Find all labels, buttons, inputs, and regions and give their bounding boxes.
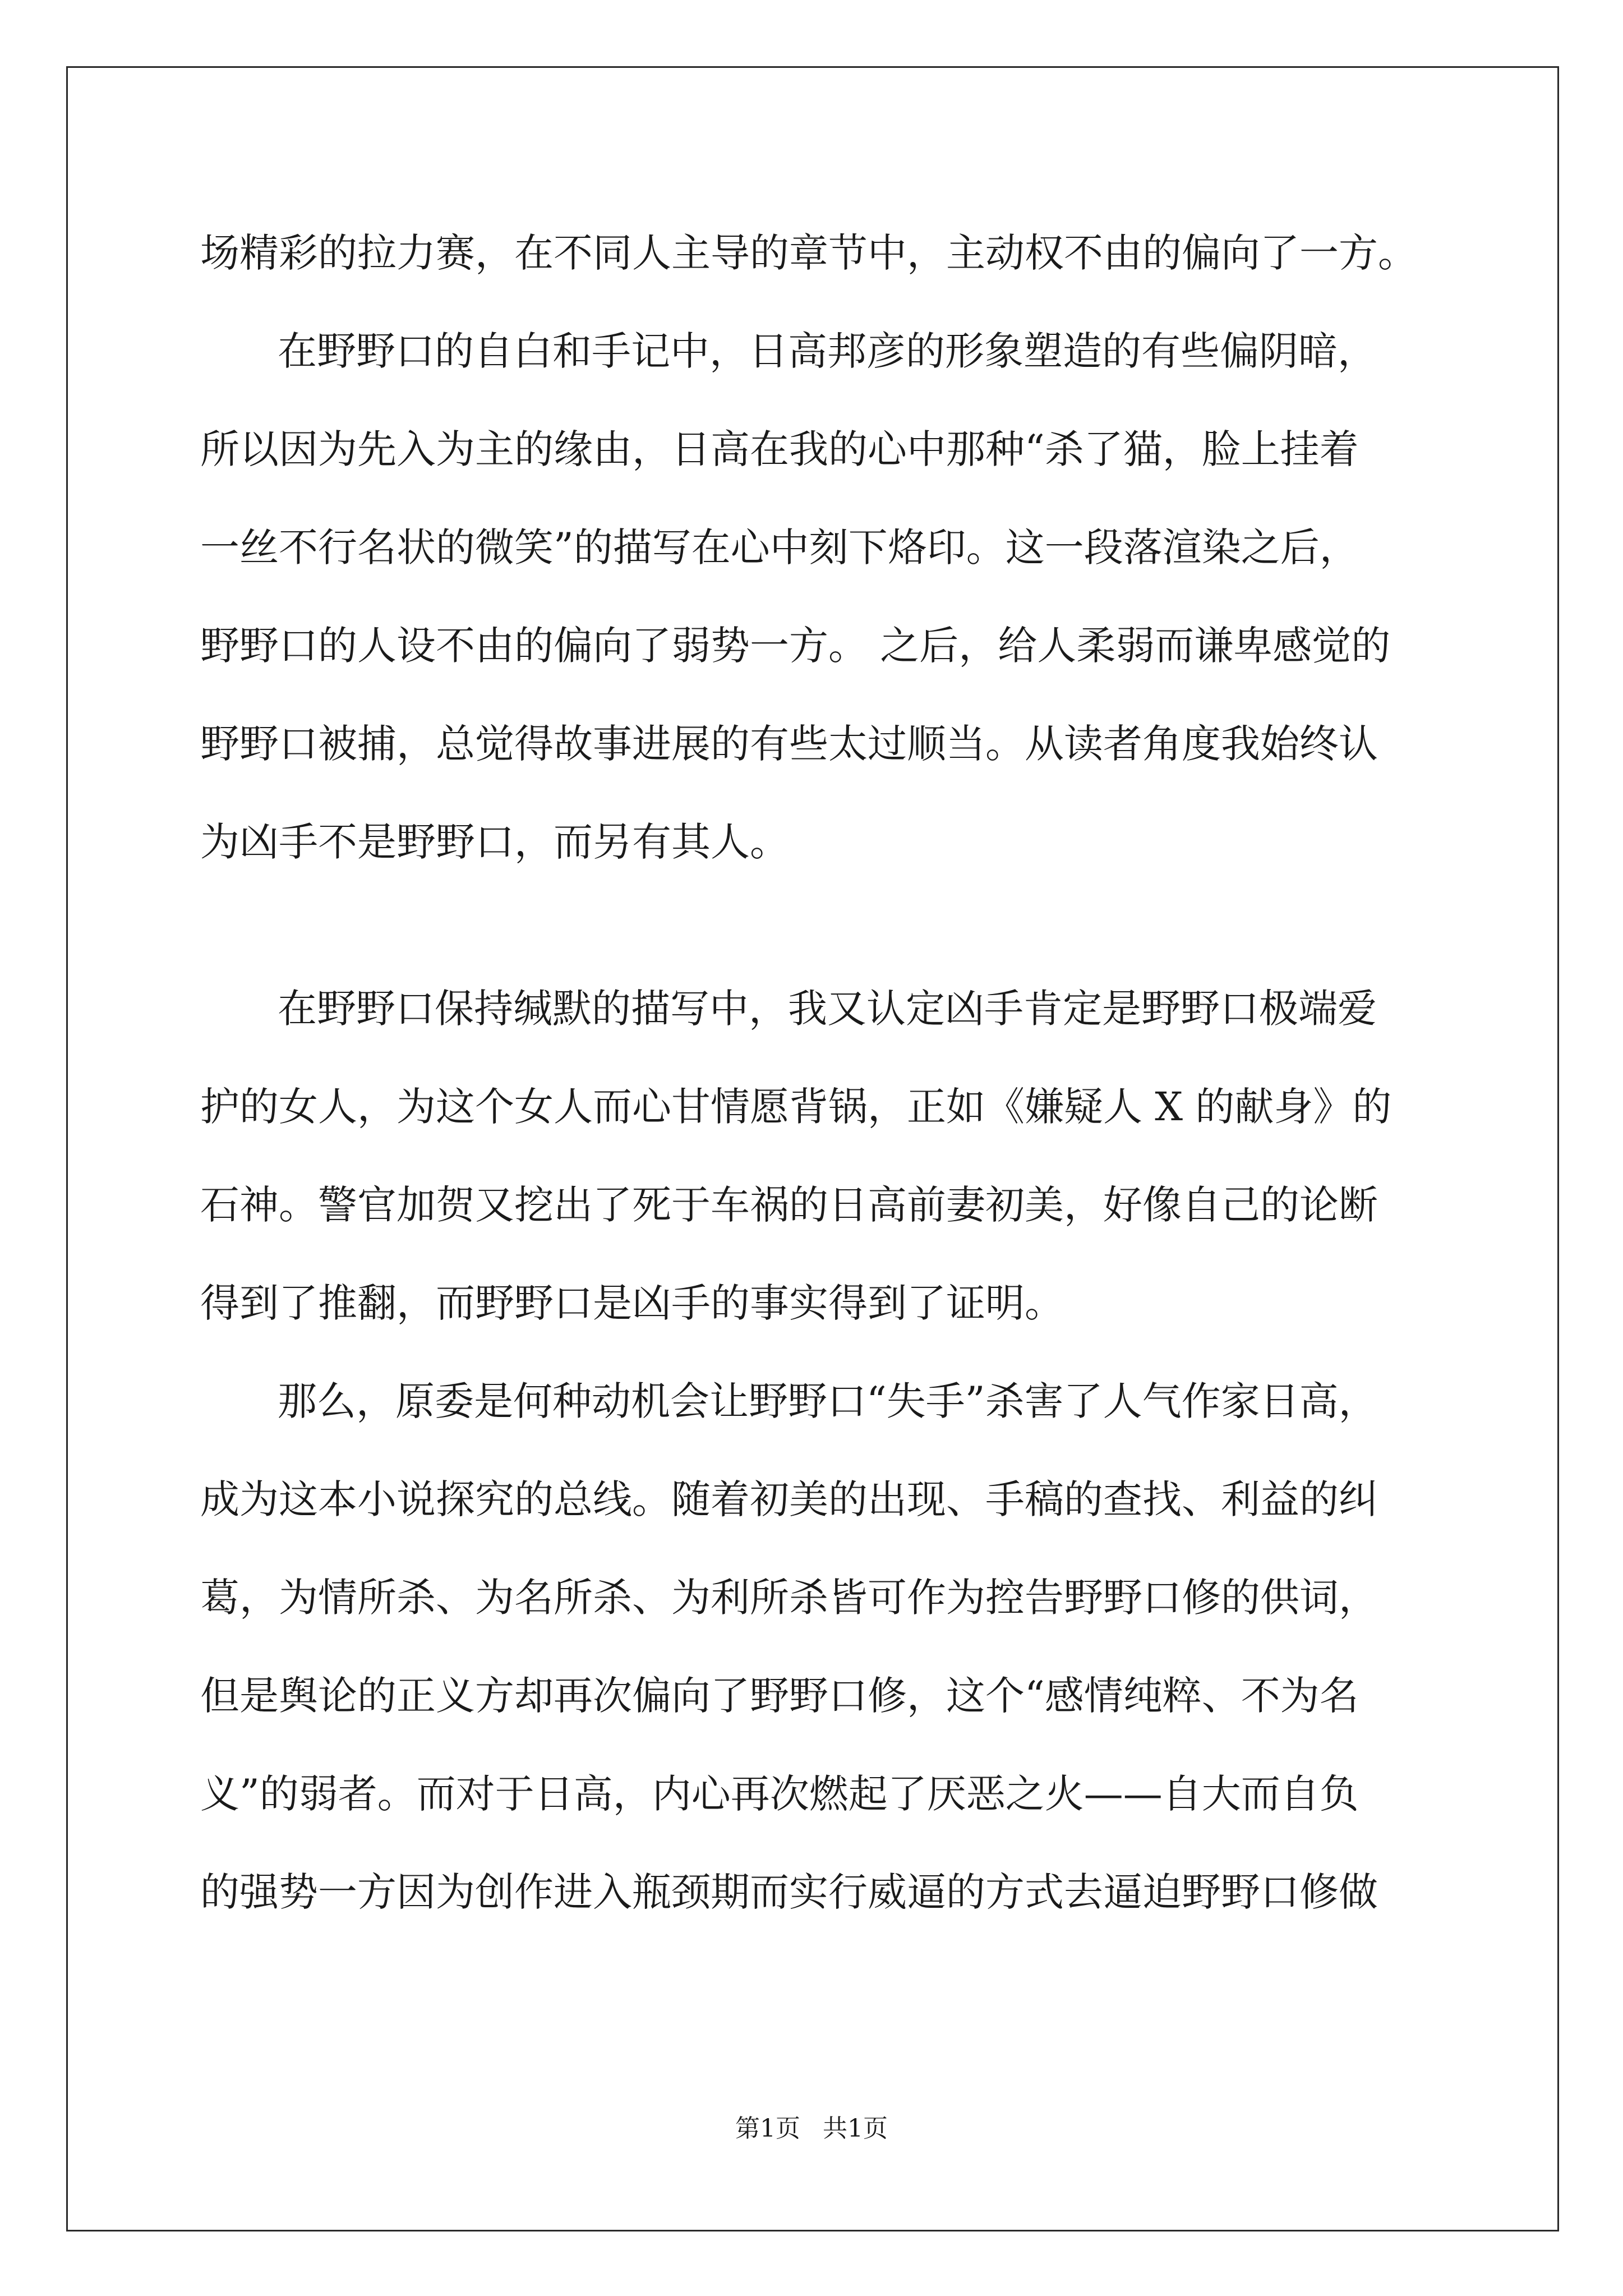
page-footer [0,2112,1623,2146]
page-number: 第1页 [735,2114,800,2143]
text-line: 的强势一方因为创作进入瓶颈期而实行威逼的方式去逼迫野野口修做 [200,1869,1378,1915]
text-line: 野野口的人设不由的偏向了弱势一方。 之后，给人柔弱而谦卑感觉的 [200,623,1391,669]
text-line: 场精彩的拉力赛，在不同人主导的章节中，主动权不由的偏向了一方。 [200,230,1417,276]
paragraph-first-line: 在野野口保持缄默的描写中，我又认定凶手肯定是野野口极端爱 [278,986,1377,1032]
paragraph-first-line: 那么，原委是何种动机会让野野口“失手”杀害了人气作家日高， [278,1378,1378,1424]
text-line: 野野口被捕，总觉得故事进展的有些太过顺当。从读者角度我始终认 [200,721,1378,767]
text-line: 一丝不行名状的微笑”的描写在心中刻下烙印。这一段落渲染之后， [200,524,1359,570]
text-line: 成为这本小说探究的总线。随着初美的出现、手稿的查找、利益的纠 [200,1476,1378,1522]
paragraph-first-line: 在野野口的自白和手记中，日高邦彦的形象塑造的有些偏阴暗， [278,328,1377,374]
text-line: 所以因为先入为主的缘由，日高在我的心中那种“杀了猫，脸上挂着 [200,426,1359,472]
text-line: 为凶手不是野野口，而另有其人。 [200,819,789,865]
text-line: 石神。警官加贺又挖出了死于车祸的日高前妻初美，好像自己的论断 [200,1182,1378,1228]
text-line: 但是舆论的正义方却再次偏向了野野口修，这个“感情纯粹、不为名 [200,1673,1359,1719]
text-line: 葛，为情所杀、为名所杀、为利所杀皆可作为控告野野口修的供词， [200,1575,1378,1621]
page-total: 共1页 [823,2114,888,2143]
text-line: 义”的弱者。而对于日高，内心再次燃起了厌恶之火——自大而自负 [200,1771,1359,1817]
text-line: 护的女人，为这个女人而心甘情愿背锅，正如《嫌疑人 X 的献身》的 [200,1084,1392,1130]
text-line: 得到了推翻，而野野口是凶手的事实得到了证明。 [200,1280,1064,1326]
